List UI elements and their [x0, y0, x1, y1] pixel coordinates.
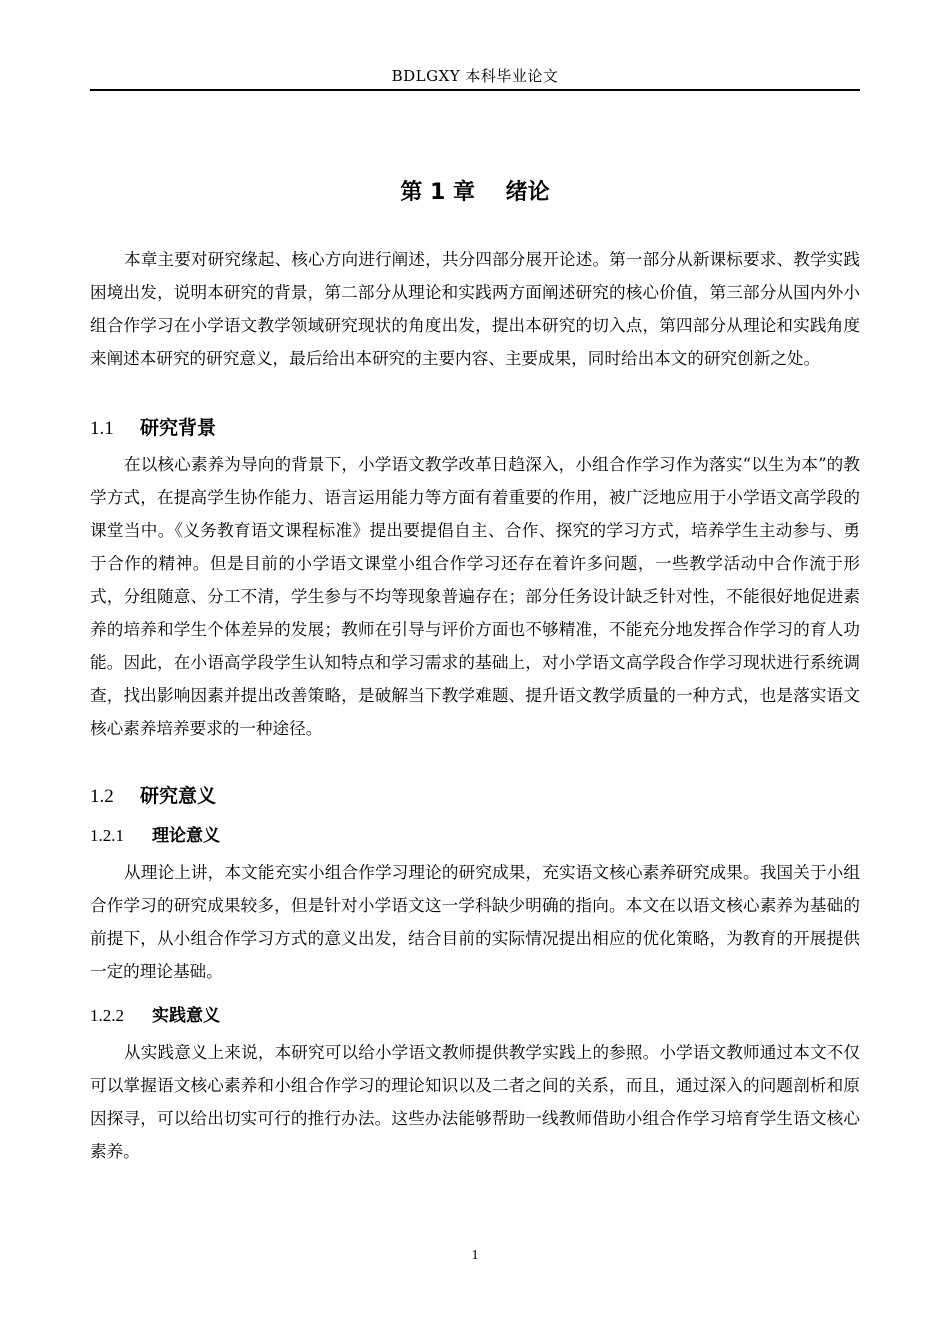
section-number: 1.1 — [90, 418, 114, 439]
subsection-title: 实践意义 — [152, 1006, 220, 1026]
subsection-title: 理论意义 — [152, 826, 220, 846]
header-rule — [90, 89, 860, 91]
chapter-intro-paragraph: 本章主要对研究缘起、核心方向进行阐述，共分四部分展开论述。第一部分从新课标要求、教学实践困境出发，说明本研究的背景，第二部分从理论和实践两方面阐述研究的核心价值，第三部分从国内外小组合作学习在小学语文教学领域研究现状的角度出发，提出本研究的切入点，第四部分从理论和实践角度来阐述本研究的研究意义，最后给出本研究的主要内容、主要成果，同时给出本文的研究创新之处。 — [90, 250, 860, 368]
subsection-heading-1-2-2 — [90, 1002, 860, 1030]
section-number: 1.2 — [90, 786, 114, 807]
subsection-number: 1.2.1 — [90, 826, 124, 845]
section-title: 研究背景 — [140, 417, 217, 439]
subsection-heading-1-2-1 — [90, 822, 860, 850]
page-body — [90, 176, 860, 1168]
section-title: 研究意义 — [140, 785, 217, 807]
subsection-number: 1.2.2 — [90, 1006, 124, 1025]
section-heading-1-2 — [90, 781, 860, 812]
section-1-2-2-paragraph: 从实践意义上来说，本研究可以给小学语文教师提供教学实践上的参照。小学语文教师通过本文不仅可以掌握语文核心素养和小组合作学习的理论知识以及二者之间的关系，而且，通过深入的问题剖析和原因探寻，可以给出切实可行的推行办法。这些办法能够帮助一线教师借助小组合作学习培育学生语文核心素养。 — [90, 1043, 860, 1161]
section-1-1-paragraph: 在以核心素养为导向的背景下，小学语文教学改革日趋深入，小组合作学习作为落实“以生为本”的教学方式，在提高学生协作能力、语言运用能力等方面有着重要的作用，被广泛地应用于小学语文高学段的课堂当中。《义务教育语文课程标准》提出要提倡自主、合作、探究的学习方式，培养学生主动参与、勇于合作的精神。但是目前的小学语文课堂小组合作学习还存在着许多问题，一些教学活动中合作流于形式，分组随意、分工不清，学生参与不均等现象普遍存在；部分任务设计缺乏针对性，不能很好地促进素养的培养和学生个体差异的发展；教师在引导与评价方面也不够精准，不能充分地发挥合作学习的育人功能。因此，在小语高学段学生认知特点和学习需求的基础上，对小学语文高学段合作学习现状进行系统调查，找出影响因素并提出改善策略，是破解当下教学难题、提升语文教学质量的一种方式，也是落实语文核心素养培养要求的一种途径。 — [90, 455, 860, 738]
section-heading-1-1 — [90, 413, 860, 444]
section-1-2-1-paragraph: 从理论上讲，本文能充实小组合作学习理论的研究成果，充实语文核心素养研究成果。我国关于小组合作学习的研究成果较多，但是针对小学语文这一学科缺少明确的指向。本文在以语文核心素养为基础的前提下，从小组合作学习方式的意义出发，结合目前的实际情况提出相应的优化策略，为教育的开展提供一定的理论基础。 — [90, 863, 860, 981]
chapter-title: 第 1 章 绪论 — [400, 180, 550, 205]
page-number: 1 — [471, 1248, 479, 1263]
running-header: BDLGXY 本科毕业论文 — [391, 67, 559, 85]
